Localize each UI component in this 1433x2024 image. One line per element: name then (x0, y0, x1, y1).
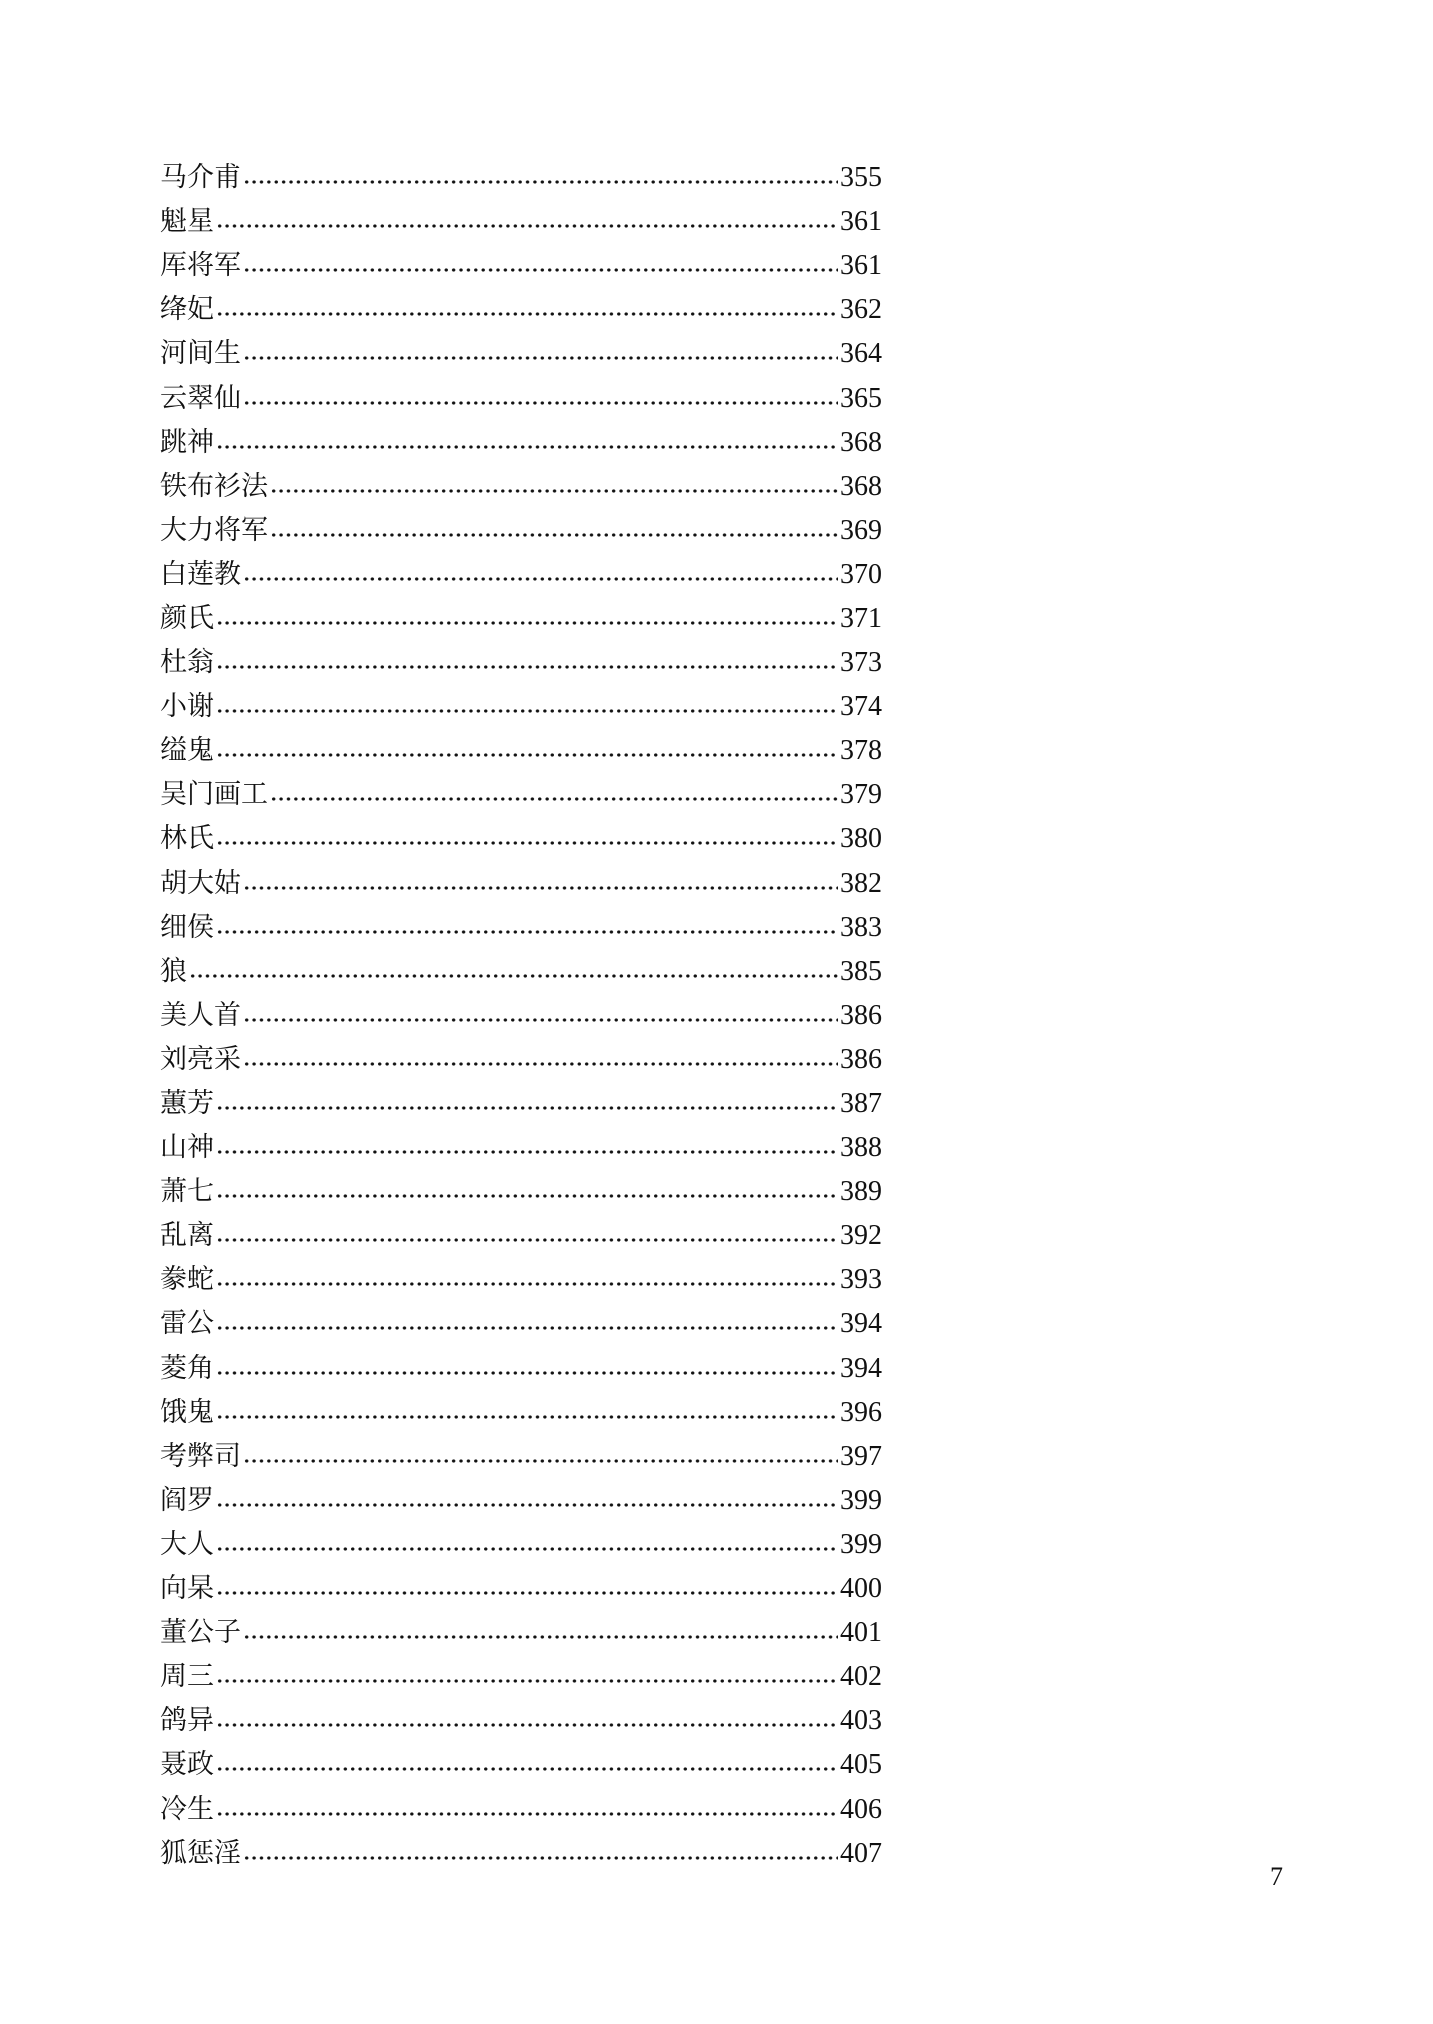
toc-entry-title: 铁布衫法 (160, 470, 268, 502)
toc-entry-page: 397 (840, 1440, 882, 1472)
dot-leader (216, 1767, 838, 1771)
toc-entry[interactable] (160, 1082, 882, 1126)
toc-entry-page: 379 (840, 779, 882, 811)
toc-entry[interactable] (160, 421, 882, 465)
toc-entry-page: 396 (840, 1396, 882, 1428)
toc-entry-title: 白莲教 (160, 558, 241, 590)
toc-entry[interactable] (160, 1126, 882, 1170)
toc-entry-page: 380 (840, 823, 882, 855)
toc-entry-title: 厍将军 (160, 250, 241, 282)
toc-entry[interactable] (160, 1479, 882, 1523)
dot-leader (216, 445, 838, 449)
dot-leader (270, 797, 838, 801)
toc-entry-page: 403 (840, 1705, 882, 1737)
dot-leader (216, 1371, 838, 1375)
toc-entry-title: 颜氏 (160, 602, 214, 634)
toc-entry-title: 阎罗 (160, 1484, 214, 1516)
toc-entry[interactable] (160, 1699, 882, 1743)
toc-entry-title: 杜翁 (160, 647, 214, 679)
toc-entry-title: 山神 (160, 1132, 214, 1164)
toc-entry-page: 394 (840, 1308, 882, 1340)
toc-entry[interactable] (160, 862, 882, 906)
dot-leader (216, 753, 838, 757)
toc-entry[interactable] (160, 1347, 882, 1391)
toc-entry-page: 387 (840, 1088, 882, 1120)
toc-entry-title: 小谢 (160, 691, 214, 723)
toc-entry-title: 周三 (160, 1661, 214, 1693)
toc-entry-page: 405 (840, 1749, 882, 1781)
dot-leader (216, 1547, 838, 1551)
toc-entry-title: 豢蛇 (160, 1264, 214, 1296)
toc-entry-page: 368 (840, 470, 882, 502)
toc-entry-title: 雷公 (160, 1308, 214, 1340)
dot-leader (243, 886, 838, 890)
dot-leader (216, 1591, 838, 1595)
toc-entry[interactable] (160, 332, 882, 376)
toc-entry[interactable] (160, 950, 882, 994)
toc-entry-title: 马介甫 (160, 162, 241, 194)
toc-entry-title: 狐惩淫 (160, 1837, 241, 1869)
toc-entry[interactable] (160, 1038, 882, 1082)
dot-leader (216, 312, 838, 316)
dot-leader (216, 1679, 838, 1683)
toc-entry-page: 361 (840, 250, 882, 282)
toc-entry-title: 河间生 (160, 338, 241, 370)
dot-leader (243, 1459, 838, 1463)
dot-leader (216, 1326, 838, 1330)
toc-entry-page: 370 (840, 558, 882, 590)
toc-entry-title: 吴门画工 (160, 779, 268, 811)
toc-entry[interactable] (160, 1567, 882, 1611)
toc-entry[interactable] (160, 376, 882, 420)
page-number: 7 (1270, 1862, 1283, 1891)
toc-entry[interactable] (160, 685, 882, 729)
dot-leader (216, 930, 838, 934)
toc-entry[interactable] (160, 817, 882, 861)
toc-entry[interactable] (160, 1214, 882, 1258)
toc-entry-page: 407 (840, 1837, 882, 1869)
dot-leader (243, 401, 838, 405)
toc-entry-title: 云翠仙 (160, 382, 241, 414)
toc-entry[interactable] (160, 994, 882, 1038)
dot-leader (216, 1150, 838, 1154)
toc-entry-page: 368 (840, 426, 882, 458)
toc-entry[interactable] (160, 1832, 882, 1876)
toc-entry[interactable] (160, 1258, 882, 1302)
toc-entry-page: 373 (840, 647, 882, 679)
dot-leader (216, 665, 838, 669)
toc-entry[interactable] (160, 156, 882, 200)
toc-entry[interactable] (160, 465, 882, 509)
toc-entry-title: 考弊司 (160, 1440, 241, 1472)
toc-entry[interactable] (160, 288, 882, 332)
dot-leader (216, 1282, 838, 1286)
toc-entry-page: 371 (840, 602, 882, 634)
toc-entry-title: 魁星 (160, 206, 214, 238)
toc-entry-page: 361 (840, 206, 882, 238)
toc-entry-page: 382 (840, 867, 882, 899)
dot-leader (216, 1415, 838, 1419)
dot-leader (270, 533, 838, 537)
toc-entry[interactable] (160, 200, 882, 244)
toc-entry-page: 378 (840, 735, 882, 767)
toc-entry-page: 385 (840, 955, 882, 987)
toc-entry-title: 绛妃 (160, 294, 214, 326)
toc-entry-title: 聂政 (160, 1749, 214, 1781)
toc-entry[interactable] (160, 244, 882, 288)
dot-leader (216, 1106, 838, 1110)
toc-entry-title: 美人首 (160, 999, 241, 1031)
table-of-contents (160, 156, 882, 1876)
toc-entry-page: 399 (840, 1528, 882, 1560)
dot-leader (216, 1238, 838, 1242)
toc-entry[interactable] (160, 1170, 882, 1214)
toc-entry-title: 乱离 (160, 1220, 214, 1252)
dot-leader (216, 709, 838, 713)
toc-entry-title: 跳神 (160, 426, 214, 458)
toc-entry-title: 萧七 (160, 1176, 214, 1208)
toc-entry-page: 355 (840, 162, 882, 194)
toc-entry-page: 386 (840, 999, 882, 1031)
toc-entry[interactable] (160, 1391, 882, 1435)
toc-entry[interactable] (160, 1611, 882, 1655)
toc-entry[interactable] (160, 1787, 882, 1831)
dot-leader (216, 841, 838, 845)
toc-entry[interactable] (160, 553, 882, 597)
toc-entry-title: 缢鬼 (160, 735, 214, 767)
toc-entry-title: 饿鬼 (160, 1396, 214, 1428)
toc-entry-title: 冷生 (160, 1793, 214, 1825)
toc-entry-title: 细侯 (160, 911, 214, 943)
toc-entry[interactable] (160, 1655, 882, 1699)
toc-entry-title: 狼 (160, 955, 187, 987)
toc-entry-page: 364 (840, 338, 882, 370)
dot-leader (216, 1503, 838, 1507)
toc-entry-page: 393 (840, 1264, 882, 1296)
toc-entry-title: 大力将军 (160, 514, 268, 546)
dot-leader (216, 224, 838, 228)
dot-leader (243, 180, 838, 184)
toc-entry-page: 383 (840, 911, 882, 943)
toc-entry-page: 389 (840, 1176, 882, 1208)
toc-entry[interactable] (160, 1743, 882, 1787)
toc-entry-page: 369 (840, 514, 882, 546)
toc-entry-title: 蕙芳 (160, 1088, 214, 1120)
toc-entry-page: 362 (840, 294, 882, 326)
toc-entry-page: 365 (840, 382, 882, 414)
toc-entry[interactable] (160, 906, 882, 950)
dot-leader (189, 974, 838, 978)
dot-leader (270, 489, 838, 493)
dot-leader (243, 268, 838, 272)
toc-entry-title: 董公子 (160, 1617, 241, 1649)
toc-entry[interactable] (160, 1435, 882, 1479)
toc-entry-page: 374 (840, 691, 882, 723)
toc-entry[interactable] (160, 641, 882, 685)
dot-leader (216, 1723, 838, 1727)
toc-entry-page: 406 (840, 1793, 882, 1825)
toc-entry-page: 402 (840, 1661, 882, 1693)
toc-entry[interactable] (160, 1302, 882, 1346)
toc-entry[interactable] (160, 1523, 882, 1567)
dot-leader (243, 1062, 838, 1066)
dot-leader (243, 1856, 838, 1860)
toc-entry-page: 400 (840, 1573, 882, 1605)
toc-entry-page: 401 (840, 1617, 882, 1649)
dot-leader (243, 1018, 838, 1022)
toc-entry-page: 386 (840, 1043, 882, 1075)
toc-entry-title: 刘亮采 (160, 1043, 241, 1075)
dot-leader (243, 356, 838, 360)
toc-entry-title: 大人 (160, 1528, 214, 1560)
toc-entry[interactable] (160, 509, 882, 553)
toc-entry-title: 鸽异 (160, 1705, 214, 1737)
toc-entry[interactable] (160, 729, 882, 773)
toc-entry-title: 林氏 (160, 823, 214, 855)
toc-entry-title: 向杲 (160, 1573, 214, 1605)
toc-entry-page: 388 (840, 1132, 882, 1164)
toc-entry[interactable] (160, 773, 882, 817)
toc-entry-title: 菱角 (160, 1352, 214, 1384)
toc-entry-title: 胡大姑 (160, 867, 241, 899)
toc-entry-page: 394 (840, 1352, 882, 1384)
dot-leader (243, 577, 838, 581)
toc-entry-page: 399 (840, 1484, 882, 1516)
dot-leader (216, 1812, 838, 1816)
dot-leader (216, 1194, 838, 1198)
dot-leader (216, 621, 838, 625)
toc-entry-page: 392 (840, 1220, 882, 1252)
toc-entry[interactable] (160, 597, 882, 641)
dot-leader (243, 1635, 838, 1639)
